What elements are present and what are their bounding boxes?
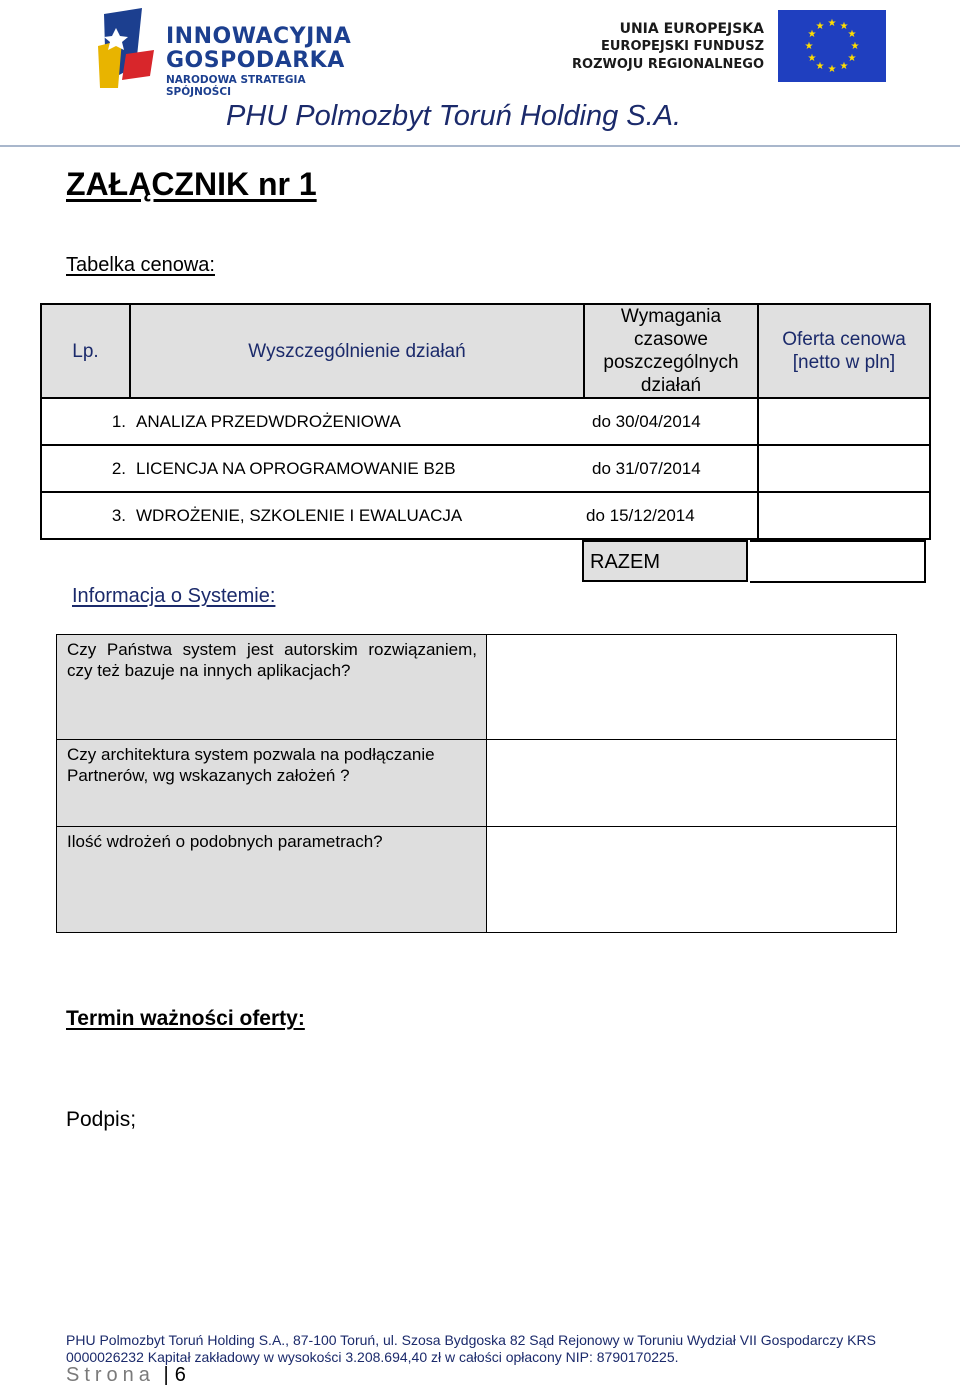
svg-text:★: ★ bbox=[804, 41, 814, 52]
answer-cell[interactable] bbox=[487, 827, 896, 932]
svg-text:★: ★ bbox=[807, 29, 817, 40]
logo-left-line1: INNOWACYJNA bbox=[166, 24, 352, 49]
eu-flag-icon bbox=[778, 10, 886, 82]
logo-left-line2: GOSPODARKA bbox=[166, 48, 345, 73]
row-lp: 2. bbox=[41, 445, 130, 492]
company-name: PHU Polmozbyt Toruń Holding S.A. bbox=[226, 100, 682, 132]
system-info-table bbox=[56, 634, 897, 933]
innowacyjna-gospodarka-logo bbox=[96, 6, 366, 98]
svg-text:★: ★ bbox=[847, 53, 857, 64]
logo-right-line2: EUROPEJSKI FUNDUSZ bbox=[601, 39, 764, 54]
table-row bbox=[56, 740, 897, 827]
header-offer: Oferta cenowa [netto w pln] bbox=[758, 304, 930, 398]
table-row bbox=[56, 634, 897, 740]
total-value-cell[interactable] bbox=[750, 540, 926, 583]
svg-text:★: ★ bbox=[847, 29, 857, 40]
footer bbox=[66, 1332, 926, 1366]
table-row bbox=[41, 398, 930, 445]
svg-text:★: ★ bbox=[815, 61, 825, 72]
logo-left-line3: NARODOWA STRATEGIA SPÓJNOŚCI bbox=[166, 74, 306, 98]
row-offer-cell[interactable] bbox=[758, 445, 930, 492]
row-activity: ANALIZA PRZEDWDROŻENIOWA bbox=[130, 398, 584, 445]
price-table bbox=[40, 303, 931, 540]
row-lp: 1. bbox=[41, 398, 130, 445]
total-label: RAZEM bbox=[582, 540, 748, 582]
question-text: Czy Państwa system jest autorskim rozwiązaniem, czy też bazuje na innych aplikacjach? bbox=[57, 635, 487, 739]
header-activity: Wyszczególnienie działań bbox=[130, 304, 584, 398]
question-text: Czy architektura system pozwala na podłączanie Partnerów, wg wskazanych założeń ? bbox=[57, 740, 487, 826]
answer-cell[interactable] bbox=[487, 635, 896, 739]
table-row bbox=[41, 445, 930, 492]
footer-line1: PHU Polmozbyt Toruń Holding S.A., 87-100 Toruń, ul. Szosa Bydgoska 82 Sąd Rejonowy w Toruniu Wydział VII Gospodarczy KRS bbox=[66, 1332, 876, 1348]
footer-line2: 0000026232 Kapitał zakładowy w wysokości 3.208.694,40 zł w całości opłacony NIP: 8790170225. bbox=[66, 1349, 679, 1365]
header-divider bbox=[0, 145, 960, 147]
row-lp: 3. bbox=[41, 492, 130, 539]
header-lp: Lp. bbox=[41, 304, 130, 398]
svg-text:★: ★ bbox=[850, 41, 860, 52]
logo-right-line1: UNIA EUROPEJSKA bbox=[619, 21, 764, 37]
logo-right-line3: ROZWOJU REGIONALNEGO bbox=[572, 57, 764, 72]
document-title: ZAŁĄCZNIK nr 1 bbox=[66, 166, 317, 202]
row-activity: WDROŻENIE, SZKOLENIE I EWALUACJA bbox=[130, 492, 584, 539]
question-text: Ilość wdrożeń o podobnych parametrach? bbox=[57, 827, 487, 932]
signature-label: Podpis; bbox=[66, 1108, 137, 1131]
header-deadline: Wymagania czasowe poszczególnych działań bbox=[584, 304, 758, 398]
table-row bbox=[41, 492, 930, 539]
page-word: Strona bbox=[66, 1364, 155, 1386]
price-table-title: Tabelka cenowa: bbox=[66, 254, 215, 276]
svg-text:★: ★ bbox=[827, 18, 837, 29]
page-separator: | bbox=[163, 1364, 169, 1386]
page-number bbox=[66, 1364, 186, 1387]
table-row bbox=[56, 827, 897, 933]
row-deadline: do 15/12/2014 bbox=[584, 492, 758, 539]
innowacyjna-gospodarka-mark-icon bbox=[96, 6, 158, 90]
row-activity: LICENCJA NA OPROGRAMOWANIE B2B bbox=[130, 445, 584, 492]
svg-text:★: ★ bbox=[827, 64, 837, 75]
svg-text:★: ★ bbox=[815, 21, 825, 32]
row-deadline: do 30/04/2014 bbox=[584, 398, 758, 445]
system-info-title: Informacja o Systemie: bbox=[72, 585, 276, 607]
eu-fund-logo bbox=[572, 10, 890, 86]
svg-text:★: ★ bbox=[839, 61, 849, 72]
row-offer-cell[interactable] bbox=[758, 492, 930, 539]
page-number-value: 6 bbox=[174, 1364, 186, 1386]
price-table-header-row bbox=[41, 304, 930, 398]
svg-text:★: ★ bbox=[839, 21, 849, 32]
answer-cell[interactable] bbox=[487, 740, 896, 826]
offer-validity-label: Termin ważności oferty: bbox=[66, 1007, 305, 1030]
svg-text:★: ★ bbox=[807, 53, 817, 64]
row-deadline: do 31/07/2014 bbox=[584, 445, 758, 492]
row-offer-cell[interactable] bbox=[758, 398, 930, 445]
